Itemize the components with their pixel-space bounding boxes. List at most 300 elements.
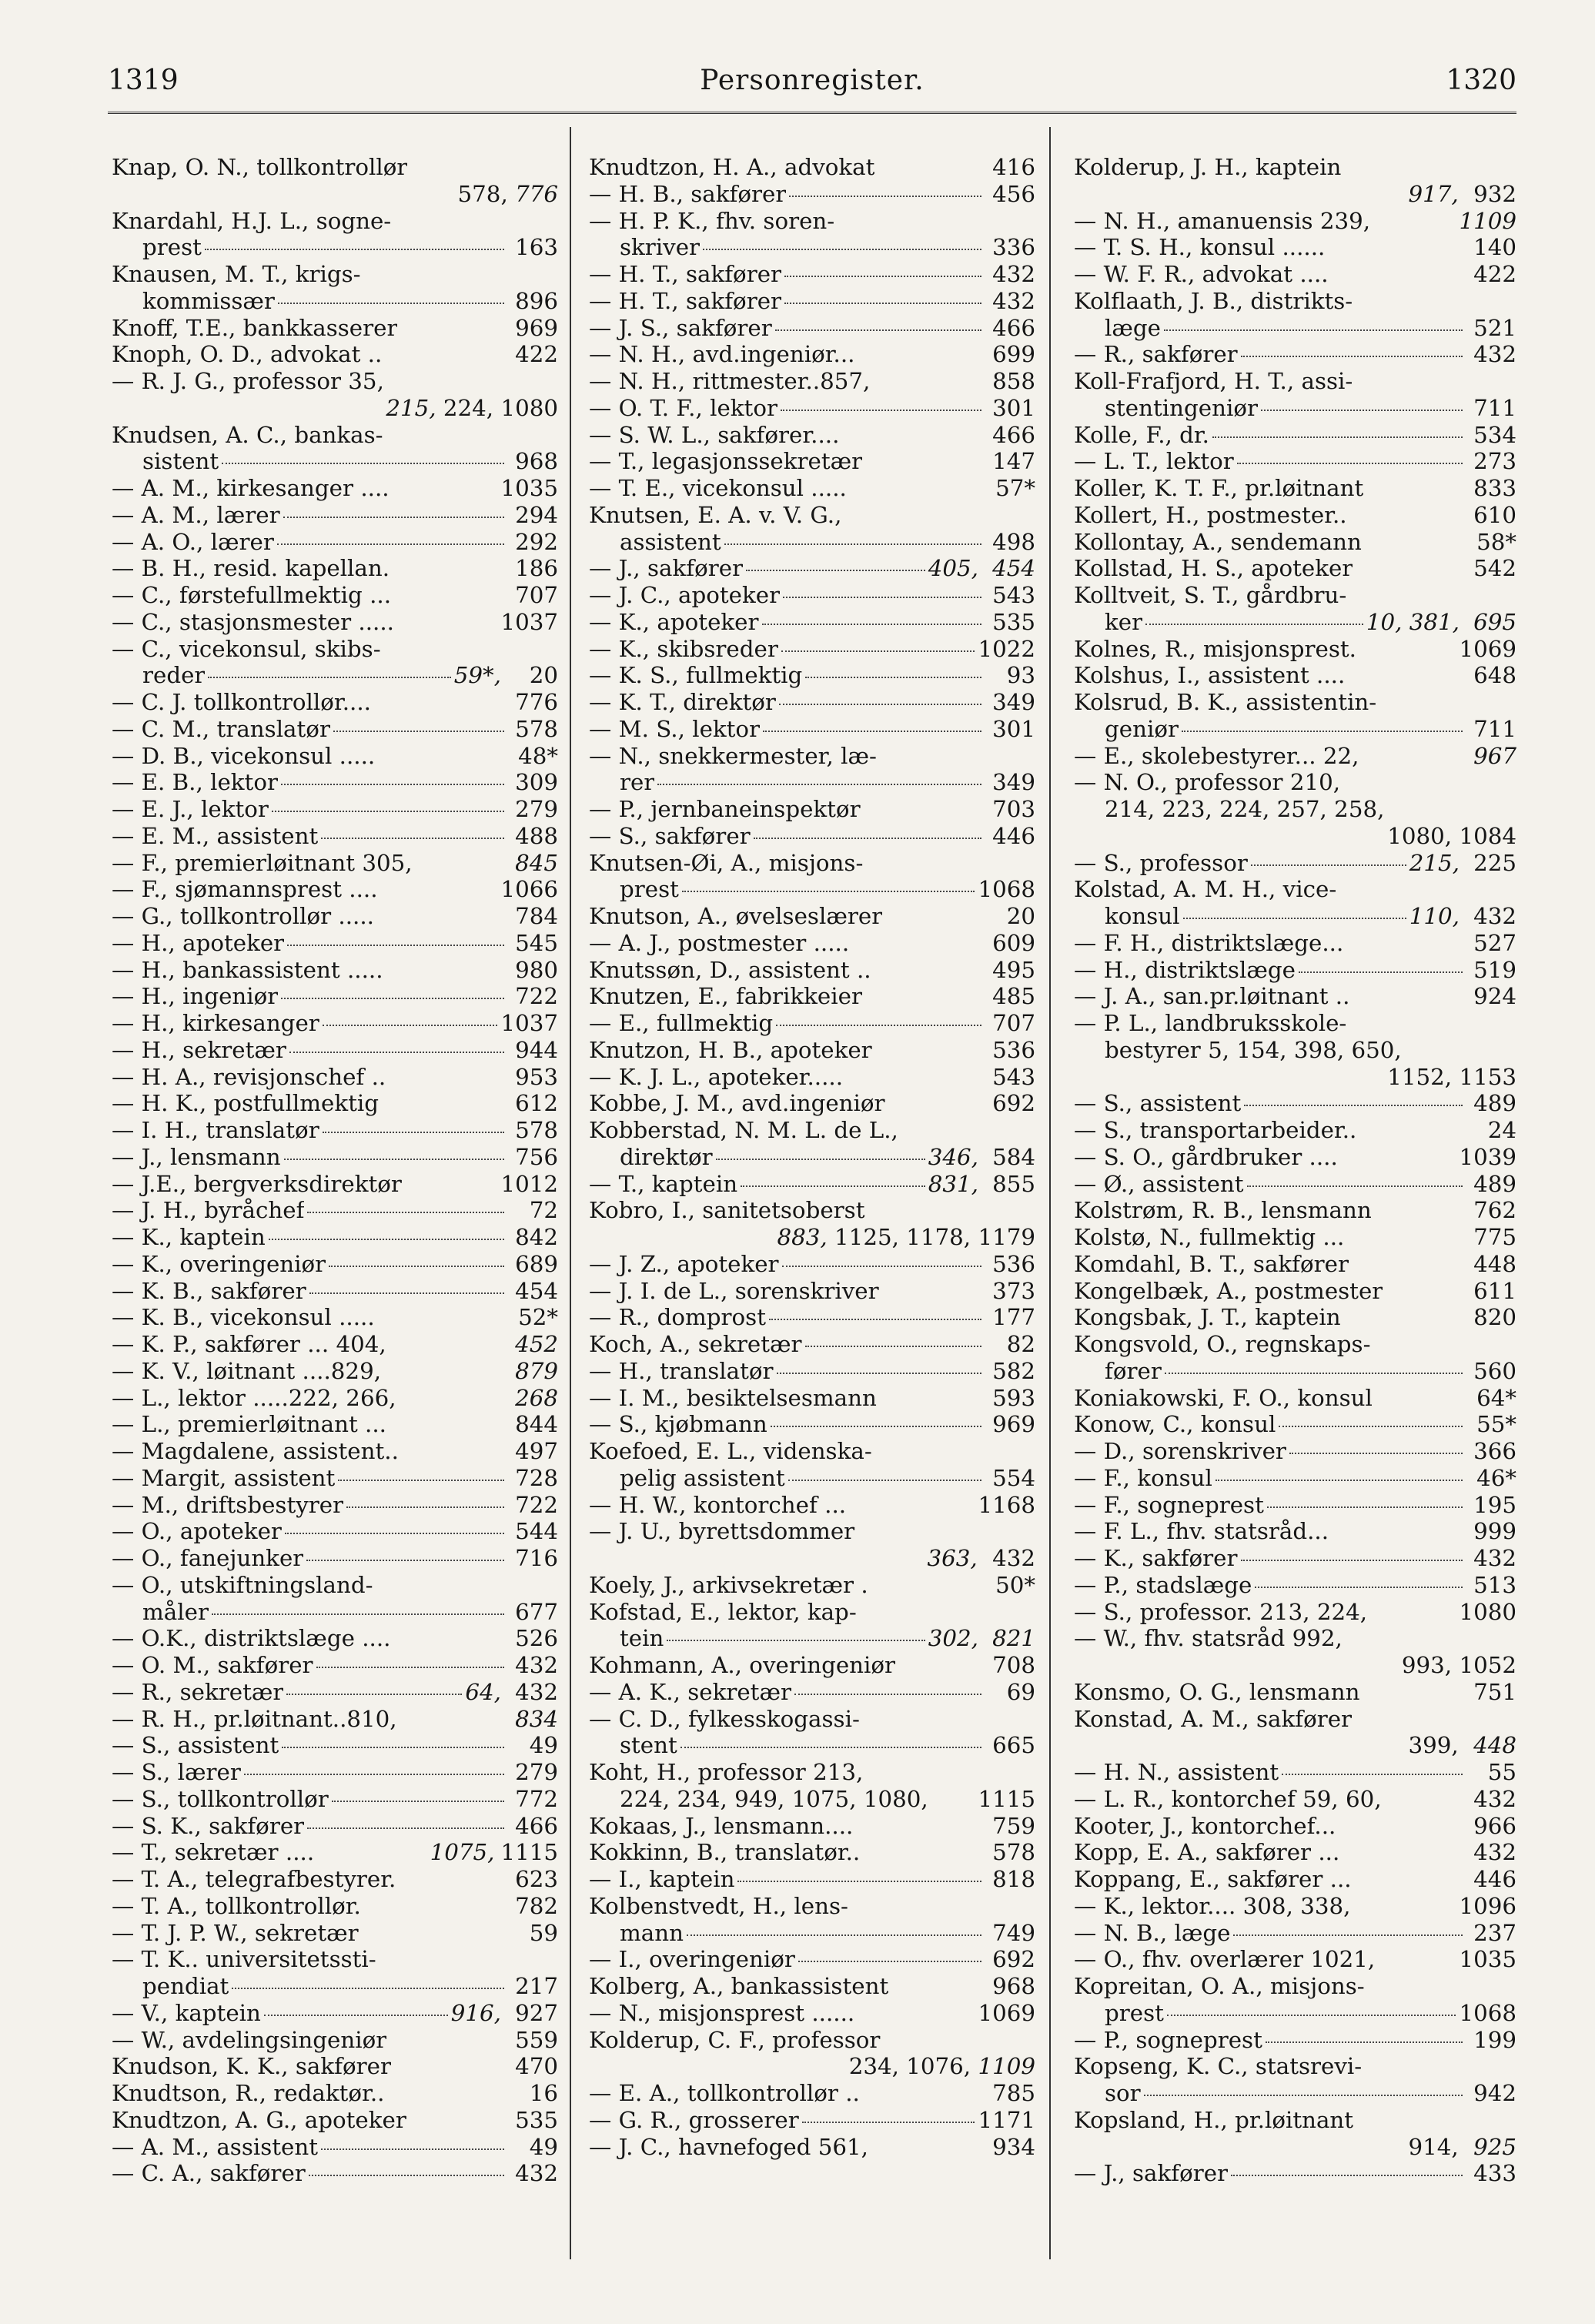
register-entry [1074, 1438, 1516, 1465]
entry-page-number: 64* [1476, 1384, 1516, 1411]
register-entry [589, 582, 1035, 609]
entry-page-number: 578, 776 [457, 180, 558, 207]
register-entry [112, 2080, 558, 2107]
entry-page-number: 610 [1473, 501, 1516, 528]
entry-text: — T. A., tollkontrollør. [112, 1892, 361, 1919]
entry-text: Koely, J., arkivsekretær . [589, 1571, 868, 1598]
entry-page-number: 49 [529, 2133, 558, 2160]
entry-text: — E. M., assistent [112, 822, 319, 849]
entry-page-number: 1022 [978, 635, 1035, 662]
entry-page-number: 821 [992, 1625, 1035, 1652]
entry-text: Knudtson, R., redaktør.. [112, 2080, 385, 2106]
register-entry [1074, 2053, 1516, 2080]
leader-dots [1144, 2095, 1463, 2096]
leader-dots [784, 303, 981, 304]
leader-dots [205, 249, 504, 250]
entry-page-number: 969 [515, 314, 558, 341]
entry-text: — K. T., direktør [589, 689, 776, 715]
entry-page-number: 544 [515, 1518, 558, 1545]
entry-text: — F. H., distriktslæge... [1074, 929, 1344, 956]
entry-text: — L., premierløitnant ... [112, 1411, 386, 1438]
entry-text: — B. H., resid. kapellan. [112, 555, 390, 582]
leader-dots [781, 410, 981, 411]
page-title: Personregister. [700, 65, 925, 96]
entry-page-number: 1037 [500, 608, 558, 635]
entry-page-number: 953 [515, 1063, 558, 1090]
entry-page-number: 896 [515, 287, 558, 314]
leader-dots [286, 1694, 462, 1695]
entry-text: — J.E., bergverksdirektør [112, 1170, 402, 1197]
register-entry [589, 2080, 1035, 2107]
register-entry [589, 1679, 1035, 1706]
register-entry [112, 529, 558, 556]
entry-text: — S., tollkontrollør [112, 1785, 329, 1812]
register-entry [112, 315, 558, 342]
register-entry [589, 716, 1035, 743]
entry-text: — A. M., kirkesanger .... [112, 475, 390, 501]
entry-text: — H. W., kontorchef ... [589, 1491, 847, 1518]
register-entry [112, 1839, 558, 1866]
entry-text: Kolderup, J. H., kaptein [1074, 154, 1342, 180]
entry-text: Knutsen-Øi, A., misjons- [589, 849, 864, 876]
entry-page-number: 756 [515, 1143, 558, 1170]
register-entry [589, 529, 1035, 556]
entry-page-number: 999 [1473, 1518, 1516, 1545]
column-divider-2 [1049, 127, 1051, 2259]
entry-page-number: 1084 [1459, 822, 1516, 849]
leader-dots [1266, 2041, 1463, 2043]
entry-text: — K., kaptein [112, 1224, 266, 1250]
register-entry [112, 1278, 558, 1305]
register-entry [1074, 983, 1516, 1010]
leader-dots [794, 1694, 981, 1695]
entry-text: — K. P., sakfører ... 404, [112, 1331, 386, 1357]
register-entry [112, 1946, 558, 1973]
register-entry [589, 983, 1035, 1010]
register-entry [1074, 288, 1516, 315]
entry-page-number: 689 [515, 1250, 558, 1277]
entry-text: — A. K., sekretær [589, 1678, 791, 1705]
register-entry [112, 154, 558, 181]
register-entry [112, 609, 558, 636]
entry-text: Konsmo, O. G., lensmann [1074, 1678, 1360, 1705]
leader-dots [1145, 624, 1363, 625]
entry-text: — O., utskiftningsland- [112, 1571, 373, 1598]
entry-page-ref-italic: 916, [450, 1999, 501, 2026]
register-entry [589, 1144, 1035, 1171]
register-entry [1074, 1893, 1516, 1920]
entry-text: — F., sogneprest [1074, 1491, 1264, 1518]
register-entry [1074, 1625, 1516, 1652]
entry-page-number: 925 [1473, 2133, 1516, 2160]
entry-text: Kolbenstvedt, H., lens- [589, 1892, 848, 1919]
leader-dots [264, 2015, 448, 2016]
entry-text: — E. B., lektor [112, 769, 278, 796]
entry-page-number: 775 [1473, 1224, 1516, 1250]
register-entry [589, 1893, 1035, 1920]
entry-page-number: 432 [515, 1652, 558, 1678]
register-entry [589, 689, 1035, 716]
register-entry [112, 502, 558, 529]
entry-page-number: 858 [992, 368, 1035, 394]
leader-dots [269, 1239, 504, 1240]
entry-page-number: 759 [992, 1812, 1035, 1839]
entry-text: — T. J. P. W., sekretær [112, 1919, 359, 1946]
entry-page-number: 454 [515, 1277, 558, 1304]
register-entry [1074, 1839, 1516, 1866]
page-number-left: 1319 [108, 65, 179, 96]
entry-page-number: 968 [992, 1973, 1035, 1999]
entry-text: — O. M., sakfører [112, 1652, 313, 1678]
entry-text: Kobbe, J. M., avd.ingeniør [589, 1090, 885, 1117]
register-entry [589, 2027, 1035, 2054]
entry-page-number: 623 [515, 1866, 558, 1892]
entry-page-number: 1035 [1459, 1946, 1516, 1973]
leader-dots [1244, 1105, 1463, 1106]
entry-page-number: 855 [992, 1170, 1035, 1197]
entry-page-number: 728 [515, 1464, 558, 1491]
register-entry [1074, 154, 1516, 181]
register-entry [1074, 1813, 1516, 1840]
register-entry [112, 1438, 558, 1465]
entry-page-number: 466 [515, 1812, 558, 1839]
register-entry [589, 1064, 1035, 1091]
register-entry [1074, 1920, 1516, 1947]
entry-page-number: 20 [529, 662, 558, 689]
entry-text: 917, [1408, 180, 1459, 207]
entry-page-ref-italic: 215, [1409, 849, 1460, 876]
register-entry [589, 1545, 1035, 1572]
entry-page-ref-italic: 302, [928, 1625, 978, 1652]
entry-page-number: 497 [515, 1438, 558, 1464]
register-entry [589, 876, 1035, 903]
register-entry [112, 1652, 558, 1679]
entry-page-number: 942 [1473, 2080, 1516, 2106]
register-entry [589, 422, 1035, 449]
entry-page-number: 521 [1473, 314, 1516, 341]
entry-text: — T., legasjonssekretær [589, 448, 863, 475]
register-entry [1074, 636, 1516, 663]
entry-text: — C. M., translatør [112, 715, 330, 742]
leader-dots [309, 1292, 504, 1294]
entry-page-number: 1171 [978, 2106, 1035, 2133]
entry-page-number: 534 [1473, 421, 1516, 448]
entry-page-number: 446 [1473, 1866, 1516, 1892]
entry-text: — N., misjonsprest ...... [589, 1999, 855, 2026]
register-entry [589, 1278, 1035, 1305]
entry-page-number: 93 [1006, 662, 1035, 689]
register-entry [112, 2107, 558, 2134]
leader-dots [737, 1881, 981, 1882]
entry-text: — I. H., translatør [112, 1117, 319, 1143]
leader-dots [278, 303, 504, 304]
entry-text: — F., konsul [1074, 1464, 1212, 1491]
leader-dots [1212, 436, 1463, 438]
entry-page-number: 432 [515, 2160, 558, 2187]
entry-text: — H. T., sakfører [589, 261, 782, 287]
leader-dots [1167, 2015, 1456, 2016]
register-entry [1074, 529, 1516, 556]
entry-page-number: 1035 [500, 475, 558, 501]
register-entry [589, 769, 1035, 796]
register-entry [589, 1920, 1035, 1947]
entry-text: prest [142, 234, 202, 261]
register-entry [1074, 502, 1516, 529]
entry-page-number: 820 [1473, 1304, 1516, 1331]
entry-page-number: 578 [515, 715, 558, 742]
entry-page-number: 1179 [978, 1224, 1035, 1250]
entry-page-number: 1168 [978, 1491, 1035, 1518]
entry-text: — L. R., kontorchef 59, 60, [1074, 1785, 1382, 1812]
entry-page-number: 844 [515, 1411, 558, 1438]
entry-page-number: 968 [515, 448, 558, 475]
entry-text: — P., stadslæge [1074, 1571, 1252, 1598]
register-entry [1074, 903, 1516, 930]
entry-page-number: 536 [992, 1250, 1035, 1277]
entry-page-ref-italic: 59*, [453, 662, 501, 689]
entry-text: 215, 224, [386, 394, 494, 421]
leader-dots [716, 1159, 925, 1160]
register-entry [589, 395, 1035, 422]
entry-page-number: 489 [1473, 1090, 1516, 1117]
entry-text: — E., skolebestyrer... 22, [1074, 742, 1359, 769]
entry-text: Kolsrud, B. K., assistentin- [1074, 689, 1377, 715]
register-entry [112, 1492, 558, 1519]
entry-text: — O., fanejunker [112, 1545, 304, 1571]
register-entry [589, 1197, 1035, 1224]
entry-text: Koch, A., sekretær [589, 1331, 802, 1357]
register-entry [112, 1759, 558, 1786]
entry-page-number: 751 [1473, 1678, 1516, 1705]
entry-page-number: 432 [1473, 1839, 1516, 1866]
entry-page-number: 716 [515, 1545, 558, 1571]
entry-page-number: 199 [1473, 2026, 1516, 2053]
entry-page-number: 48* [518, 742, 558, 769]
leader-dots [789, 196, 981, 197]
entry-text: Koniakowski, F. O., konsul [1074, 1384, 1373, 1411]
register-entry [1074, 1679, 1516, 1706]
entry-text: — J., lensmann [112, 1143, 281, 1170]
leader-dots [776, 1025, 981, 1026]
leader-dots [769, 1319, 981, 1320]
register-entry [1074, 957, 1516, 984]
entry-text: Konstad, A. M., sakfører [1074, 1705, 1353, 1732]
entry-text: — K., apoteker [589, 608, 759, 635]
entry-page-number: 24 [1487, 1117, 1516, 1143]
register-entry [1074, 315, 1516, 342]
register-entry [112, 1037, 558, 1064]
entry-text: — S., lærer [112, 1759, 241, 1785]
register-entry [1074, 1572, 1516, 1599]
entry-page-number: 432 [1473, 1545, 1516, 1571]
register-entry [1074, 555, 1516, 582]
register-entry [589, 957, 1035, 984]
register-entry [1074, 1171, 1516, 1198]
entry-text: rer [620, 769, 655, 796]
register-entry [1074, 1090, 1516, 1117]
entry-text: Knutsen, E. A. v. V. G., [589, 501, 842, 528]
register-entry [112, 1465, 558, 1492]
register-entry [112, 1786, 558, 1813]
entry-text: 993, [1401, 1652, 1453, 1678]
register-entry [112, 1518, 558, 1545]
entry-text: — F., sjømannsprest .... [112, 876, 378, 903]
entry-text: Knudtzon, A. G., apoteker [112, 2106, 406, 2133]
entry-page-number: 578 [992, 1839, 1035, 1866]
entry-page-number: 559 [515, 2026, 558, 2053]
register-entry [589, 1839, 1035, 1866]
leader-dots [763, 731, 981, 732]
register-entry [112, 796, 558, 823]
entry-text: Kolltveit, S. T., gårdbru- [1074, 582, 1347, 608]
register-entry [112, 1679, 558, 1706]
register-entry [112, 769, 558, 796]
entry-text: — W., avdelingsingeniør [112, 2026, 387, 2053]
entry-page-number: 309 [515, 769, 558, 796]
leader-dots [1241, 356, 1463, 357]
leader-dots [285, 1533, 504, 1534]
entry-text: — K. S., fullmektig [589, 662, 803, 689]
entry-text: Kopp, E. A., sakfører ... [1074, 1839, 1340, 1866]
entry-text: — H., sekretær [112, 1036, 286, 1063]
leader-dots [332, 1801, 504, 1802]
register-entry [1074, 823, 1516, 850]
leader-dots [754, 838, 981, 839]
leader-dots [338, 1480, 504, 1481]
leader-dots [1233, 1934, 1463, 1936]
entry-text: — N. H., rittmester..857, [589, 368, 871, 394]
entry-page-number: 456 [992, 180, 1035, 207]
entry-text: — R., domprost [589, 1304, 766, 1331]
entry-text: — N. H., avd.ingeniør... [589, 341, 855, 368]
register-entry [589, 1171, 1035, 1198]
entry-text: — C. A., sakfører [112, 2160, 306, 2187]
register-entry [589, 1037, 1035, 1064]
entry-page-number: 448 [1473, 1732, 1516, 1759]
entry-text: — S. W. L., sakfører.... [589, 421, 840, 448]
register-entry [1074, 1545, 1516, 1572]
entry-page-number: 55* [1476, 1411, 1516, 1438]
entry-page-number: 16 [529, 2080, 558, 2106]
leader-dots [1237, 463, 1463, 464]
entry-text: kommissær [142, 287, 275, 314]
register-entry [589, 475, 1035, 502]
register-entry [589, 181, 1035, 208]
entry-text: Koll-Frafjord, H. T., assi- [1074, 368, 1353, 394]
entry-text: Kolflaath, J. B., distrikts- [1074, 287, 1353, 314]
entry-text: Kongsbak, J. T., kaptein [1074, 1304, 1341, 1331]
leader-dots [287, 945, 504, 946]
entry-page-number: 225 [1473, 849, 1516, 876]
entry-text: — S., assistent [112, 1732, 279, 1759]
entry-text: Kollert, H., postmester.. [1074, 501, 1347, 528]
entry-text: — E., fullmektig [589, 1010, 774, 1036]
register-entry [589, 2134, 1035, 2161]
register-entry [1074, 2107, 1516, 2134]
entry-page-number: 932 [1473, 180, 1516, 207]
register-entry [112, 1197, 558, 1224]
entry-page-number: 692 [992, 1946, 1035, 1973]
entry-page-number: 612 [515, 1090, 558, 1117]
entry-text: — Magdalene, assistent.. [112, 1438, 399, 1464]
leader-dots [346, 1506, 504, 1508]
register-entry [112, 823, 558, 850]
entry-page-number: 446 [992, 822, 1035, 849]
entry-page-number: 1109 [1459, 207, 1516, 234]
register-entry [589, 502, 1035, 529]
register-entry [112, 1411, 558, 1438]
entry-page-number: 1068 [978, 876, 1035, 903]
leader-dots [1261, 410, 1463, 411]
entry-text: prest [1105, 1999, 1164, 2026]
entry-text: — O. T. F., lektor [589, 394, 777, 421]
entry-page-number: 554 [992, 1464, 1035, 1491]
register-entry [112, 876, 558, 903]
entry-page-number: 416 [992, 154, 1035, 180]
entry-text: ker [1105, 608, 1143, 635]
entry-text: Kolle, F., dr. [1074, 421, 1209, 448]
entry-text: — H., ingeniør [112, 983, 279, 1010]
register-entry [1074, 2027, 1516, 2054]
entry-text: pelig assistent [620, 1464, 785, 1491]
register-entry [589, 1518, 1035, 1545]
entry-page-number: 498 [992, 528, 1035, 555]
entry-page-number: 707 [992, 1010, 1035, 1036]
register-entry [1074, 1786, 1516, 1813]
entry-text: — O., apoteker [112, 1518, 282, 1545]
entry-text: — H., distriktslæge [1074, 956, 1296, 983]
leader-dots [323, 1025, 498, 1026]
entry-text: 883, 1125, 1178, [777, 1224, 971, 1250]
entry-page-number: 195 [1473, 1491, 1516, 1518]
entry-text: — T. K.. universitetssti- [112, 1946, 376, 1973]
register-entry [589, 288, 1035, 315]
entry-page-number: 20 [1006, 903, 1035, 929]
register-entry [589, 662, 1035, 689]
entry-text: — H. T., sakfører [589, 287, 782, 314]
entry-page-number: 186 [515, 555, 558, 582]
register-entry [589, 743, 1035, 770]
entry-text: — A. J., postmester ..... [589, 929, 850, 956]
entry-text: — T., kaptein [589, 1170, 738, 1197]
entry-text: — K., overingeniør [112, 1250, 326, 1277]
leader-dots [323, 1132, 504, 1133]
register-column-1 [112, 154, 558, 2187]
entry-text: Kooter, J., kontorchef... [1074, 1812, 1336, 1839]
entry-page-number: 1096 [1459, 1892, 1516, 1919]
register-entry [1074, 1064, 1516, 1091]
register-entry [112, 689, 558, 716]
register-entry [589, 1759, 1035, 1786]
entry-page-number: 422 [515, 341, 558, 368]
entry-text: Kobro, I., sanitetsoberst [589, 1197, 865, 1224]
entry-page-number: 969 [992, 1411, 1035, 1438]
register-entry [589, 609, 1035, 636]
register-entry [112, 1599, 558, 1626]
entry-text: — F., premierløitnant 305, [112, 849, 413, 876]
register-entry [589, 154, 1035, 181]
entry-page-number: 349 [992, 689, 1035, 715]
leader-dots [272, 811, 504, 812]
leader-dots [805, 1346, 981, 1347]
entry-text: — M. S., lektor [589, 715, 761, 742]
register-entry [112, 1973, 558, 2000]
leader-dots [1251, 864, 1406, 866]
entry-text: Knausen, M. T., krigs- [112, 261, 361, 287]
register-entry [112, 1144, 558, 1171]
entry-page-number: 279 [515, 796, 558, 822]
entry-text: — J. C., apoteker [589, 582, 781, 608]
